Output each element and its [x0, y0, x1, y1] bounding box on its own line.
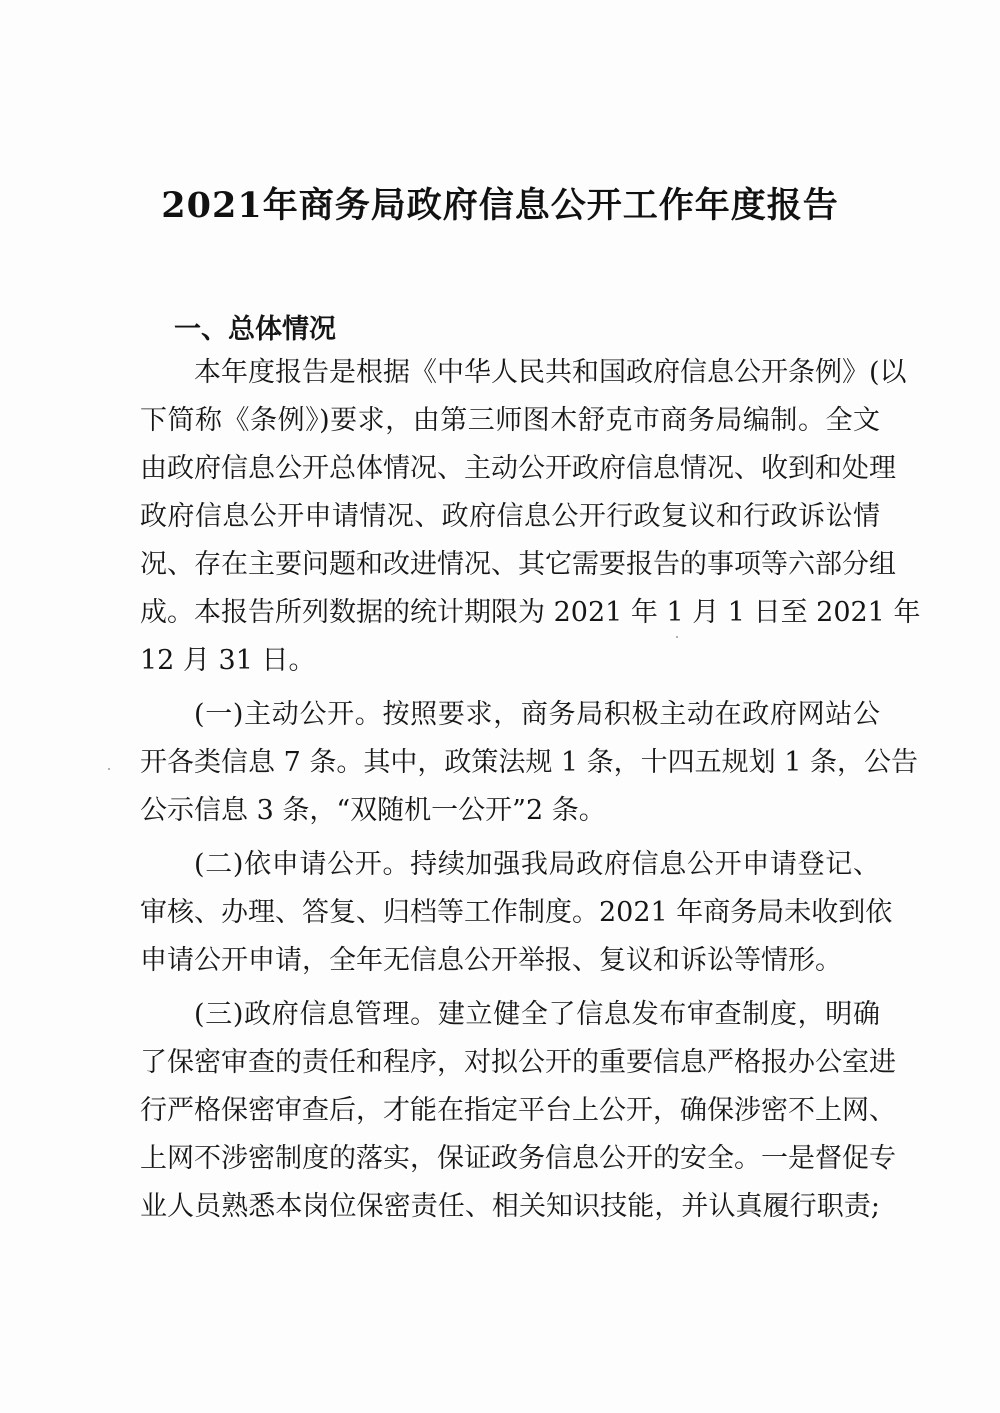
paragraph-line: 了保密审查的责任和程序，对拟公开的重要信息严格报办公室进 — [140, 1047, 896, 1078]
paragraph-line: 业人员熟悉本岗位保密责任、相关知识技能，并认真履行职责; — [140, 1191, 880, 1222]
paragraph-line: 上网不涉密制度的落实，保证政务信息公开的安全。一是督促专 — [140, 1143, 896, 1174]
paragraph-line: (一)主动公开。按照要求，商务局积极主动在政府网站公 — [194, 699, 880, 730]
paragraph-line: 行严格保密审查后，才能在指定平台上公开，确保涉密不上网、 — [140, 1095, 896, 1126]
paragraph-line: 12 月 31 日。 — [140, 645, 316, 676]
paragraph-line: 下简称《条例》)要求，由第三师图木舒克市商务局编制。全文 — [140, 405, 880, 436]
scan-speck — [108, 768, 110, 770]
paragraph-line: 由政府信息公开总体情况、主动公开政府信息情况、收到和处理 — [140, 453, 896, 484]
paragraph-line: 本年度报告是根据《中华人民共和国政府信息公开条例》(以 — [194, 357, 907, 388]
paragraph-active-disclosure — [140, 691, 919, 835]
paragraph-request-disclosure — [140, 841, 893, 985]
paragraph-line: 成。本报告所列数据的统计期限为 2021 年 1 月 1 日至 2021 年 — [140, 597, 921, 628]
paragraph-intro — [140, 349, 921, 685]
document-body — [140, 349, 921, 1231]
paragraph-information-management — [140, 991, 896, 1231]
document-title: 2021年商务局政府信息公开工作年度报告 — [161, 185, 839, 226]
paragraph-line: (三)政府信息管理。建立健全了信息发布审查制度，明确 — [194, 999, 880, 1030]
paragraph-line: 况、存在主要问题和改进情况、其它需要报告的事项等六部分组 — [140, 549, 896, 580]
paragraph-line: 开各类信息 7 条。其中，政策法规 1 条，十四五规划 1 条，公告 — [140, 747, 919, 778]
paragraph-line: 申请公开申请，全年无信息公开举报、复议和诉讼等情形。 — [140, 945, 842, 976]
paragraph-line: (二)依申请公开。持续加强我局政府信息公开申请登记、 — [194, 849, 880, 880]
paragraph-line: 政府信息公开申请情况、政府信息公开行政复议和行政诉讼情 — [140, 501, 880, 532]
section-heading-overview: 一、总体情况 — [174, 314, 336, 345]
scan-speck — [676, 636, 678, 638]
paragraph-line: 公示信息 3 条，“双随机一公开”2 条。 — [140, 795, 606, 826]
paragraph-line: 审核、办理、答复、归档等工作制度。2021 年商务局未收到依 — [140, 897, 893, 928]
